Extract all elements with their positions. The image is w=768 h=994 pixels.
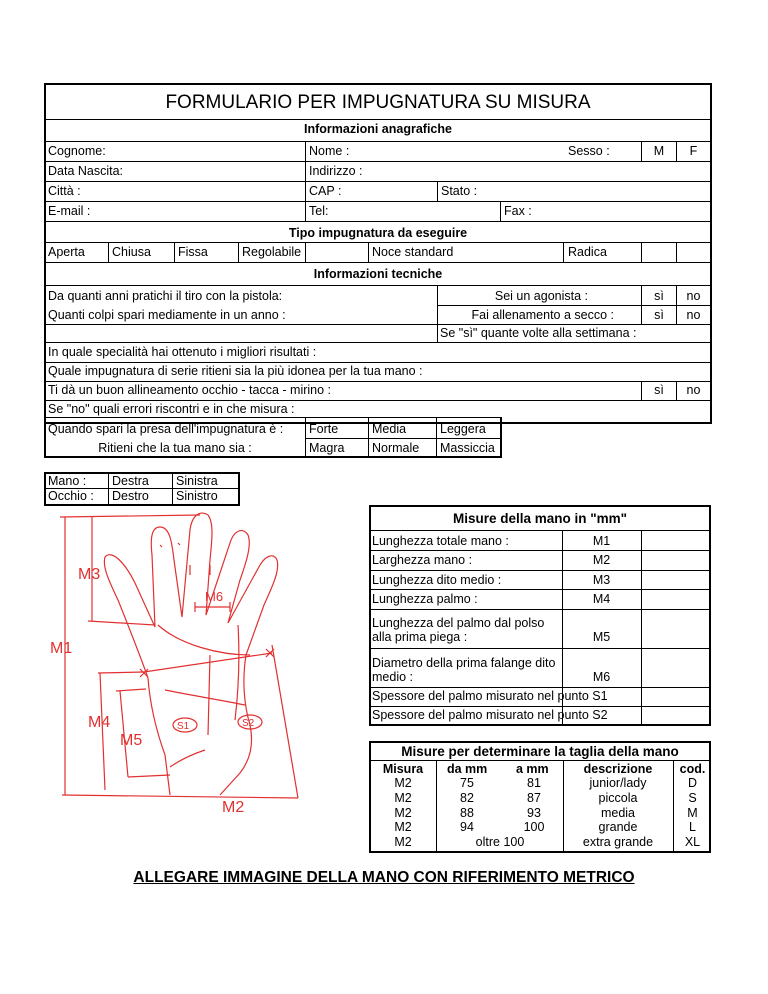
label-tel: Tel: (309, 204, 329, 218)
taglia-cell: media (600, 806, 636, 820)
taglia-cell: M2 (394, 776, 412, 790)
mano-option-destra[interactable]: Destra (112, 474, 149, 488)
taglia-cell: M2 (394, 791, 412, 805)
taglia-cell: 93 (527, 806, 541, 820)
misure-row-code: M3 (592, 573, 611, 587)
taglia-cell: 88 (460, 806, 474, 820)
hand-diagram (40, 505, 370, 830)
misure-row-code: M1 (592, 534, 611, 548)
taglia-cell: 75 (460, 776, 474, 790)
taglia-cell: M2 (394, 835, 412, 849)
taglia-cell: 94 (460, 820, 474, 834)
taglia-cell: junior/lady (589, 776, 647, 790)
misure-row-label: Spessore del palmo misurato nel punto S1 (372, 689, 608, 703)
misure-row-label: medio : (372, 670, 413, 684)
label-m6: M6 (205, 589, 224, 604)
label-mano: Mano : (48, 474, 87, 488)
taglia-cell: piccola (598, 791, 638, 805)
taglia-cell: S (688, 791, 697, 805)
label-m4: M4 (88, 714, 111, 731)
taglia-cell: M2 (394, 820, 412, 834)
label-s1: S1 (177, 721, 190, 732)
taglia-cell: 82 (460, 791, 474, 805)
taglia-cell: 100 (523, 820, 545, 834)
footer-note: ALLEGARE IMMAGINE DELLA MANO CON RIFERIMENTO METRICO (133, 869, 635, 886)
presa-option-forte[interactable]: Forte (309, 422, 339, 436)
taglia-col-cod: cod. (679, 762, 706, 776)
label-citta: Città : (48, 184, 81, 198)
sesso-m-option[interactable]: M (653, 144, 665, 158)
tipo-option-regolabile[interactable]: Regolabile (242, 245, 302, 259)
misure-row-label: Lunghezza totale mano : (372, 534, 509, 548)
sesso-f-option[interactable]: F (689, 144, 698, 158)
occhio-option-destro[interactable]: Destro (112, 489, 149, 503)
label-errori: Se "no" quali errori riscontri e in che misura : (48, 402, 295, 416)
tipo-option-chiusa[interactable]: Chiusa (112, 245, 151, 259)
tipo-option-fissa[interactable]: Fissa (178, 245, 208, 259)
label-m3: M3 (78, 566, 101, 583)
taglia-cell: grande (598, 820, 638, 834)
misure-row-label: Diametro della prima falange dito (372, 656, 556, 670)
misure-header: Misure della mano in "mm" (452, 511, 628, 526)
presa-option-media[interactable]: Media (372, 422, 407, 436)
section-header-tipo: Tipo impugnatura da eseguire (288, 226, 468, 240)
taglia-cell: extra grande (582, 835, 654, 849)
misure-row-label: Lunghezza palmo : (372, 592, 478, 606)
taglia-col-misura: Misura (382, 762, 424, 776)
mano-option-massiccia[interactable]: Massiccia (440, 441, 495, 455)
agonista-si-option[interactable]: sì (654, 289, 664, 303)
label-indirizzo: Indirizzo : (309, 164, 363, 178)
tipo-option-aperta[interactable]: Aperta (48, 245, 85, 259)
taglia-header: Misure per determinare la taglia della mano (401, 744, 679, 759)
mano-option-normale[interactable]: Normale (372, 441, 420, 455)
section-header-tecniche: Informazioni tecniche (313, 267, 443, 281)
misure-row-label: alla prima piega : (372, 630, 468, 644)
label-cap: CAP : (309, 184, 342, 198)
taglia-col-a: a mm (516, 762, 549, 776)
misure-row-code: M5 (592, 630, 611, 644)
occhio-option-sinistro[interactable]: Sinistro (176, 489, 218, 503)
label-fax: Fax : (504, 204, 532, 218)
label-cognome: Cognome: (48, 144, 106, 158)
label-volte: Se "sì" quante volte alla settimana : (440, 326, 637, 340)
tipo-option-radica[interactable]: Radica (568, 245, 607, 259)
label-nome: Nome : (309, 144, 350, 158)
label-specialita: In quale specialità hai ottenuto i migliori risultati : (48, 345, 317, 359)
agonista-no-option[interactable]: no (686, 289, 701, 303)
label-impugnatura-serie: Quale impugnatura di serie ritieni sia la più idonea per la tua mano : (48, 364, 423, 378)
taglia-cell: 81 (527, 776, 541, 790)
taglia-cell: D (687, 776, 698, 790)
label-stato: Stato : (441, 184, 478, 198)
label-email: E-mail : (48, 204, 91, 218)
taglia-cell: 87 (527, 791, 541, 805)
label-s2: S2 (242, 718, 255, 729)
label-m1: M1 (50, 640, 73, 657)
misure-row-label: Lunghezza del palmo dal polso (372, 616, 545, 630)
allineamento-si-option[interactable]: sì (654, 383, 664, 397)
label-secco: Fai allenamento a secco : (471, 308, 614, 322)
tipo-option-noce[interactable]: Noce standard (372, 245, 454, 259)
taglia-cell: M2 (394, 806, 412, 820)
label-m2: M2 (222, 799, 245, 816)
page-title: FORMULARIO PER IMPUGNATURA SU MISURA (165, 92, 591, 113)
label-presa: Quando spari la presa dell'impugnatura è : (48, 422, 284, 436)
label-sesso: Sesso : (568, 144, 610, 158)
misure-row-code: M4 (592, 592, 611, 606)
taglia-cell: M (687, 806, 698, 820)
taglia-cell: XL (684, 835, 701, 849)
allineamento-no-option[interactable]: no (686, 383, 701, 397)
misure-row-code: M2 (592, 553, 611, 567)
taglia-cell: oltre 100 (475, 835, 525, 849)
misure-row-code: M6 (592, 670, 611, 684)
label-agonista: Sei un agonista : (494, 289, 588, 303)
section-header-anagrafica: Informazioni anagrafiche (304, 122, 452, 136)
mano-option-magra[interactable]: Magra (309, 441, 345, 455)
misure-row-label: Larghezza mano : (372, 553, 473, 567)
hand-outline (104, 513, 277, 795)
label-m5: M5 (120, 732, 143, 749)
label-occhio: Occhio : (48, 489, 94, 503)
label-colpi: Quanti colpi spari mediamente in un anno : (48, 308, 286, 322)
secco-si-option[interactable]: sì (654, 308, 664, 322)
presa-option-leggera[interactable]: Leggera (440, 422, 486, 436)
mano-option-sinistra[interactable]: Sinistra (176, 474, 218, 488)
label-data-nascita: Data Nascita: (48, 164, 124, 178)
misure-row-label: Spessore del palmo misurato nel punto S2 (372, 708, 608, 722)
label-allineamento: Ti dà un buon allineamento occhio - tacca - mirino : (48, 383, 332, 397)
taglia-col-descrizione: descrizione (583, 762, 653, 776)
taglia-cell: L (689, 820, 696, 834)
label-anni: Da quanti anni pratichi il tiro con la pistola: (48, 289, 283, 303)
misure-row-label: Lunghezza dito medio : (372, 573, 502, 587)
secco-no-option[interactable]: no (686, 308, 701, 322)
label-mano-tipo: Ritieni che la tua mano sia : (98, 441, 252, 455)
taglia-col-da: da mm (447, 762, 488, 776)
